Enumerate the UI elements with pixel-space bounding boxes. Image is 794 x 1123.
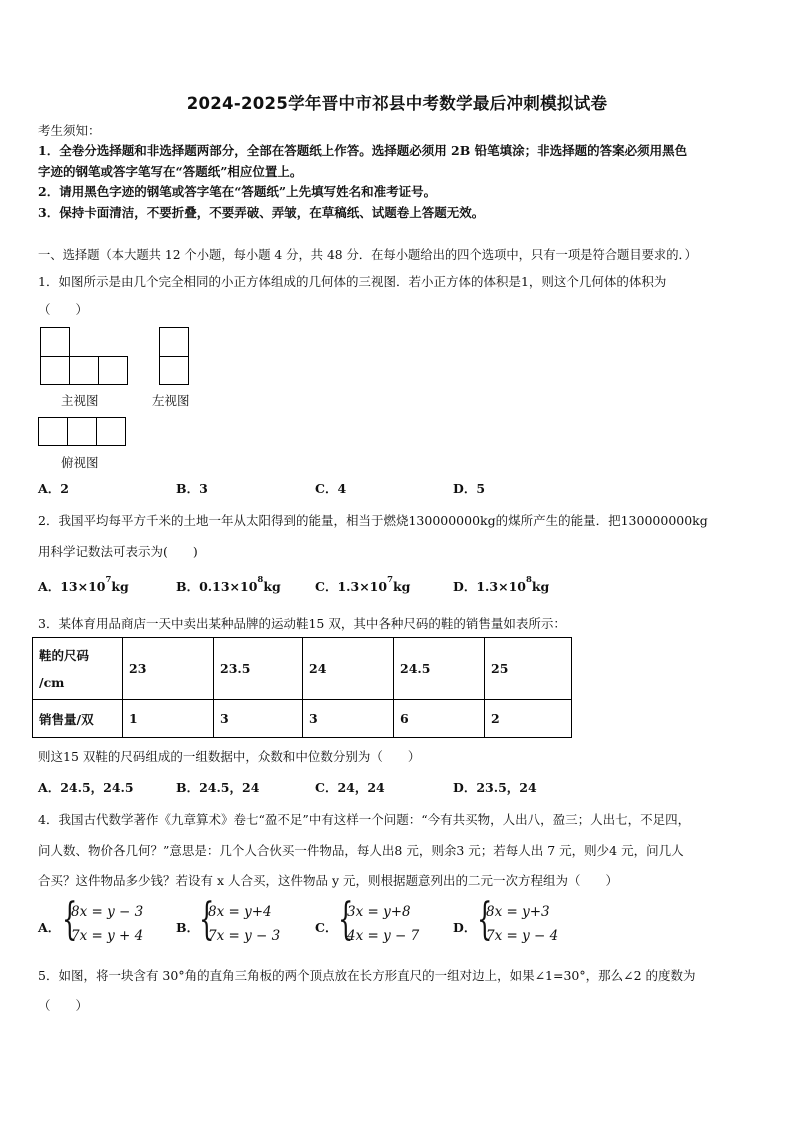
q3-question: 则这15 双鞋的尺码组成的一组数据中，众数和中位数分别为（ ） xyxy=(38,749,421,764)
brace-icon: { xyxy=(477,894,493,945)
table-cell: 25 xyxy=(485,638,572,700)
q2-line2: 用科学记数法可表示为( ) xyxy=(38,544,198,559)
section-heading: 一、选择题（本大题共 12 个小题，每小题 4 分，共 48 分．在每小题给出的四个选项中，只有一项是符合题目要求的．） xyxy=(38,248,697,262)
q5-paren: （ ） xyxy=(38,998,89,1013)
shoe-sales-table xyxy=(32,637,572,738)
q1-paren: （ ） xyxy=(38,302,89,317)
q4-line3: 合买？这件物品多少钱？若设有 x 人合买，这件物品 y 元，则根据题意列出的二元一次方程组为（ ） xyxy=(38,873,619,888)
q2-option-a[interactable]: A．$13\times 10^7kg$ xyxy=(38,575,129,594)
table-cell: 24 xyxy=(303,638,394,700)
table-cell: 23.5 xyxy=(214,638,303,700)
table-cell: 2 xyxy=(485,700,572,738)
q1-option-a[interactable]: A．2 xyxy=(38,481,69,496)
q3-option-a[interactable]: A．24.5，24.5 xyxy=(38,780,134,795)
table-cell: 24.5 xyxy=(394,638,485,700)
q3-option-b[interactable]: B．24.5，24 xyxy=(176,780,260,795)
brace-icon: { xyxy=(62,894,78,945)
q4-line2: 问人数、物价各几何？”意思是：几个人合伙买一件物品，每人出8 元，则余3 元；若每人出 7 元，则少4 元，问几人 xyxy=(38,843,684,858)
notice-item-3: 3．保持卡面清洁，不要折叠，不要弄破、弄皱，在草稿纸、试题卷上答题无效。 xyxy=(38,205,485,220)
table-cell: 1 xyxy=(123,700,214,738)
top-view-label: 俯视图 xyxy=(61,455,99,470)
table-row xyxy=(33,638,572,700)
equation-system: 8x = y+3 7x = y − 4 xyxy=(486,904,559,944)
notice-item-1: 1．全卷分选择题和非选择题两部分，全部在答题纸上作答。选择题必须用 2B 铅笔填涂；非选择题的答案必须用黑色 xyxy=(38,143,688,158)
table-header-cell: 鞋的尺码 /cm xyxy=(33,638,123,700)
table-header-cell: 销售量/双 xyxy=(33,700,123,738)
table-cell: 3 xyxy=(214,700,303,738)
equation-system: 8x = y+4 7x = y − 3 xyxy=(208,904,281,944)
notice-item-2: 2．请用黑色字迹的钢笔或答字笔在“答题纸”上先填写姓名和准考证号。 xyxy=(38,184,437,199)
q2-option-c[interactable]: C．$1.3\times 10^7kg$ xyxy=(315,575,411,594)
table-cell: 6 xyxy=(394,700,485,738)
q1-option-b[interactable]: B．3 xyxy=(176,481,208,496)
table-cell: 23 xyxy=(123,638,214,700)
front-view-label: 主视图 xyxy=(61,393,99,408)
page-title: 2024-2025学年晋中市祁县中考数学最后冲刺模拟试卷 xyxy=(186,94,608,113)
q5-text: 5．如图，将一块含有 30°角的直角三角板的两个顶点放在长方形直尺的一组对边上，如果∠1=30°，那么∠2 的度数为 xyxy=(38,968,696,983)
q2-line1: 2．我国平均每平方千米的土地一年从太阳得到的能量，相当于燃烧130000000kg的煤所产生的能量．把130000000kg xyxy=(38,513,708,528)
q1-text: 1．如图所示是由几个完全相同的小正方体组成的几何体的三视图．若小正方体的体积是1，则这个几何体的体积为 xyxy=(38,274,667,289)
q2-option-d[interactable]: D．$1.3\times 10^8kg$ xyxy=(453,575,550,594)
q3-option-d[interactable]: D．23.5，24 xyxy=(453,780,537,795)
q3-text: 3．某体育用品商店一天中卖出某种品牌的运动鞋15 双，其中各种尺码的鞋的销售量如表所示： xyxy=(38,616,566,631)
equation-system: 8x = y − 3 7x = y + 4 xyxy=(71,904,144,944)
q3-option-c[interactable]: C．24，24 xyxy=(315,780,385,795)
table-row xyxy=(33,700,572,738)
equation-system: 3x = y+8 4x = y − 7 xyxy=(347,904,420,944)
q4-line1: 4．我国古代数学著作《九章算术》卷七“盈不足”中有这样一个问题：“今有共买物，人出八，盈三；人出七，不足四， xyxy=(38,812,691,827)
q2-option-b[interactable]: B．$0.13\times 10^8kg$ xyxy=(176,575,281,594)
q1-option-d[interactable]: D．5 xyxy=(453,481,486,496)
left-view-label: 左视图 xyxy=(152,393,190,408)
notice-item-1-cont: 字迹的钢笔或答字笔写在“答题纸”相应位置上。 xyxy=(38,164,303,179)
q1-option-c[interactable]: C．4 xyxy=(315,481,347,496)
brace-icon: { xyxy=(199,894,215,945)
brace-icon: { xyxy=(338,894,354,945)
notice-heading: 考生须知： xyxy=(38,123,101,138)
table-cell: 3 xyxy=(303,700,394,738)
